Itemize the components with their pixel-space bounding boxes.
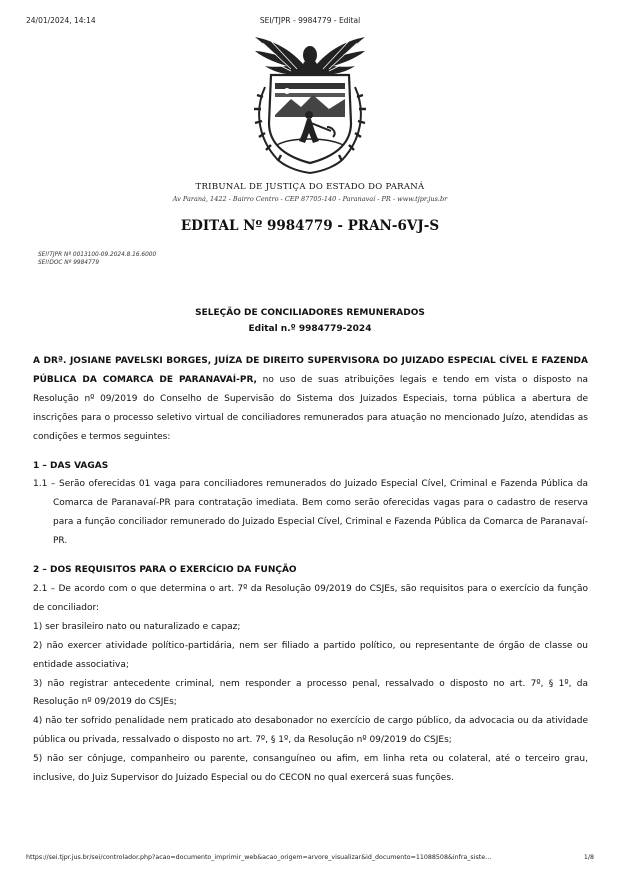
- parana-coat-of-arms-icon: [247, 33, 373, 175]
- intro-rest: no uso de suas atribuições legais e tendo em vista o disposto na Resolução nº 09/2019 do Conselho de Supervisão do Sistema dos Juizados Especiais, torna pública a abertura de inscrições para o processo seletivo virtual de conciliadores remunerados para atuação no mencionado Juízo, atendidas as condições e termos seguintes:: [33, 374, 588, 442]
- print-window-title: SEI/TJPR - 9984779 - Edital: [259, 16, 361, 25]
- intro-paragraph: [33, 352, 588, 447]
- selection-heading: [0, 305, 620, 337]
- process-number: SEI!TJPR Nº 0013100-09.2024.8.16.6000: [38, 252, 157, 258]
- court-address: Av Paraná, 1422 - Bairro Centro - CEP 87705-140 - Paranavaí - PR - www.tjpr.jus.br: [172, 195, 448, 203]
- document-meta: [38, 251, 156, 267]
- requirement-5: 5) não ser cônjuge, companheiro ou parente, consanguíneo ou afim, em linha reta ou colateral, até o terceiro grau, inclusive, do Juiz Supervisor do Juizado Especial ou do CECON no qual exercerá suas funções.: [33, 754, 588, 784]
- requirement-2: 2) não exercer atividade político-partidária, nem ser filiado a partido político, ou representante de órgão de classe ou entidade associativa;: [33, 640, 588, 670]
- print-url: https://sei.tjpr.jus.br/sei/controlador.php?acao=documento_imprimir_web&acao_origem=arvore_visualizar&id_documento=11088508&infra_siste…: [26, 854, 492, 861]
- document-title: EDITAL Nº 9984779 - PRAN-6VJ-S: [180, 218, 440, 234]
- requirement-3: 3) não registrar antecedente criminal, nem responder a processo penal, ressalvado o disposto no art. 7º, § 1º, da Resolução nº 09/2019 do CSJEs;: [33, 678, 588, 708]
- item-2-1: 2.1 – De acordo com o que determina o art. 7º da Resolução 09/2019 do CSJEs, são requisitos para o exercício da função de conciliador:: [33, 583, 588, 613]
- document-body: [33, 352, 588, 788]
- intro-bold: A DRª. JOSIANE PAVELSKI BORGES, JUÍZA DE DIREITO SUPERVISORA DO JUIZADO ESPECIAL CÍVEL E FAZENDA PÚBLICA DA COMARCA DE PARANAVAÍ-PR,: [33, 356, 588, 385]
- section-2-heading: 2 – DOS REQUISITOS PARA O EXERCÍCIO DA FUNÇÃO: [33, 565, 297, 576]
- court-name: TRIBUNAL DE JUSTIÇA DO ESTADO DO PARANÁ: [195, 182, 425, 192]
- page-number: 1/8: [583, 854, 594, 861]
- selection-subtitle: Edital n.º 9984779-2024: [248, 324, 372, 334]
- selection-title: SELEÇÃO DE CONCILIADORES REMUNERADOS: [195, 308, 425, 318]
- requirement-1: 1) ser brasileiro nato ou naturalizado e capaz;: [33, 621, 241, 632]
- doc-number: SEI!DOC Nº 9984779: [38, 260, 100, 266]
- print-datetime: 24/01/2024, 14:14: [26, 16, 96, 25]
- print-footer: [26, 854, 594, 864]
- print-header: [26, 16, 594, 28]
- item-1-1: 1.1 – Serão oferecidas 01 vaga para conciliadores remunerados do Juizado Especial Cível, Criminal e Fazenda Pública da Comarca de Paranavaí-PR para contratação imediata. Bem como serão oferecidas vagas para o cadastro de reserva para a função conciliador remunerado do Juizado Especial Cível, Criminal e Fazenda Pública da Comarca de Paranavaí-PR.: [33, 479, 588, 547]
- section-1-heading: 1 – DAS VAGAS: [33, 460, 109, 471]
- requirement-4: 4) não ter sofrido penalidade nem praticado ato desabonador no exercício de cargo público, da advocacia ou da atividade pública ou privada, ressalvado o disposto no art. 7º, § 1º, da Resolução nº 09/2019 do CSJEs;: [33, 716, 588, 746]
